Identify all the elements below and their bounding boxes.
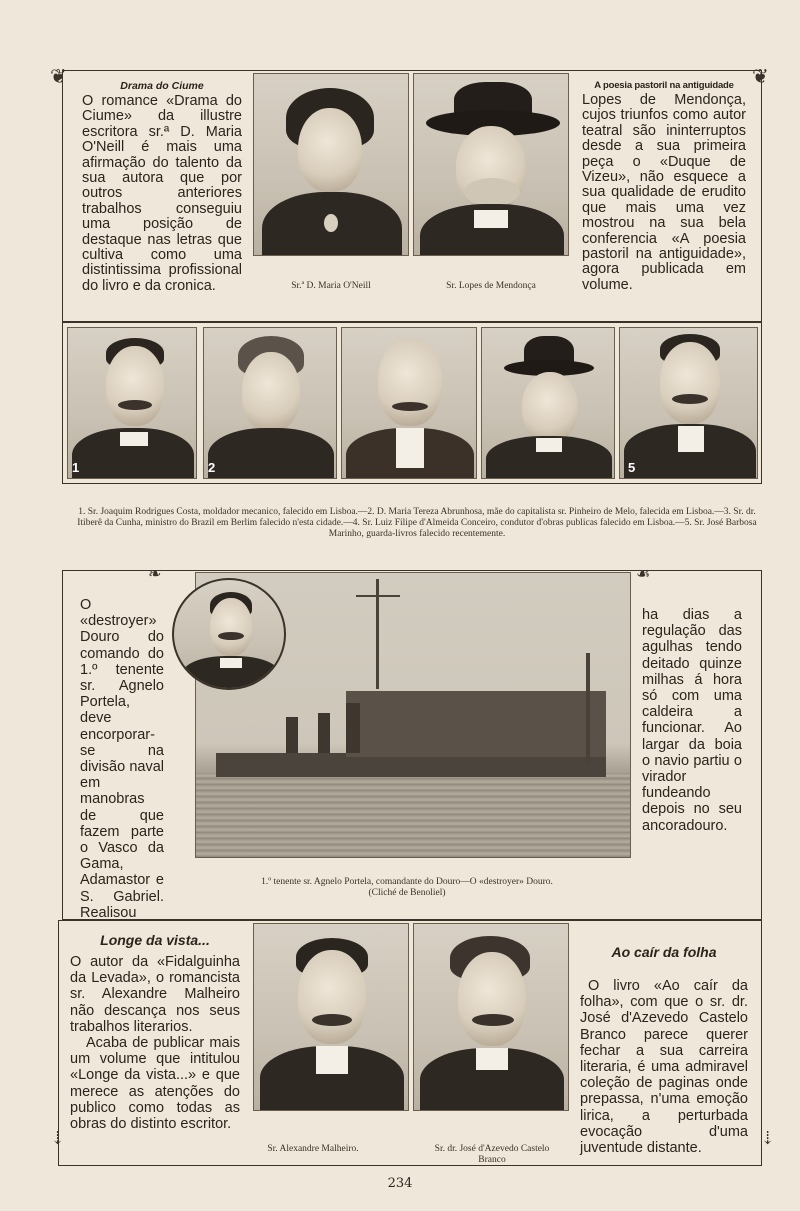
obituary-number-5: 5 xyxy=(628,460,636,475)
longe-da-vista-title: Longe da vista... xyxy=(100,932,210,948)
left-article xyxy=(82,80,242,294)
left-article-body: O romance «Drama do Ciume» da illustre escritora sr.ª D. Maria O'Neill é mais uma afirmação do talento da sua autora que por outros anteriores trabalhos conseguiu uma posição de destaque nas letras que cultiva como uma distintissima profissional do livro e da cronica. xyxy=(82,93,242,294)
longe-da-vista-p1: O autor da «Fidalguinha da Levada», o romancista sr. Alexandre Malheiro não descança nos seus trabalhos literarios. xyxy=(70,954,240,1035)
longe-da-vista-article xyxy=(70,932,240,1132)
arrow-ornament-left: ⇣ xyxy=(50,1128,66,1149)
caption-jose-azevedo-castelo-branco: Sr. dr. José d'Azevedo Castelo Branco xyxy=(434,1144,550,1165)
longe-da-vista-p2: Acaba de publicar mais um volume que intitulou «Longe da vista...» e que merece as atenções do publico como todas as obras do distinto escritor. xyxy=(70,1035,240,1133)
destroyer-right-text: ha dias a regulação das agulhas tendo deitado quinze milhas á hora só com uma caldeira a funcionar. Ao largar da boia o navio partiu o virador fundeando depois no seu ancoradouro. xyxy=(642,607,742,834)
portrait-maria-oneill xyxy=(253,73,409,256)
portrait-joaquim-costa xyxy=(67,327,197,479)
destroyer-photo-credit: (Cliché de Benoliel) xyxy=(368,888,446,898)
scroll-ornament-left: ❦ xyxy=(50,64,67,88)
destroyer-left-text: O «destroyer» Douro do comando do 1.º tenente sr. Agnelo Portela, deve encorporar-se na divisão naval em manobras de que fazem parte o Vasco da Gama, Adamastor e S. Gabriel. Realisou xyxy=(80,597,164,921)
page-number: 234 xyxy=(387,1176,413,1191)
corner-ornament-left: ❧ xyxy=(148,564,162,583)
portrait-maria-tereza-abrunhosa xyxy=(203,327,337,479)
portrait-lopes-de-mendonca xyxy=(413,73,569,256)
obituary-caption: 1. Sr. Joaquim Rodrigues Costa, moldador mecanico, falecido em Lisboa.—2. D. Maria Tereza Abrunhosa, mãe do capitalista sr. Pinheiro de Melo, falecida em Lisboa.—3. Sr. dr. Itiberê da Cunha, ministro do Brazil em Berlim falecido n'esta cidade.—4. Sr. Luiz Filipe d'Almeida Conceiro, condutor d'obras publicas falecido em Lisboa.—5. Sr. José Barbosa Marinho, guarda-livros falecido recentemente. xyxy=(77,507,757,539)
right-article-body: Lopes de Mendonça, cujos triunfos como autor teatral são ininterruptos desde a sua primeira peça o «Duque de Vizeu», não esquece a sua qualidade de erudito que mais uma vez mostrou na sua bela conferencia «A poesia pastoril na antiguidade», agora publicada em volume. xyxy=(582,92,746,293)
portrait-alexandre-malheiro xyxy=(253,923,409,1111)
portrait-luiz-filipe-conceiro xyxy=(481,327,615,479)
ao-cair-da-folha-article xyxy=(580,944,748,1156)
caption-maria-oneill: Sr.ª D. Maria O'Neill xyxy=(291,281,371,291)
portrait-agnelo-portela xyxy=(172,578,286,690)
ao-cair-da-folha-title: Ao caír da folha xyxy=(611,944,717,960)
right-article xyxy=(582,80,746,293)
destroyer-caption: 1.º tenente sr. Agnelo Portela, comandante do Douro—O «destroyer» Douro. xyxy=(261,877,553,887)
ao-cair-da-folha-body: O livro «Ao caír da folha», com que o sr. dr. José d'Azevedo Castelo Branco parece querer fechar a sua carreira literaria, é uma admiravel coleção de paginas onde prepassa, n'uma emoção lirica, a perturbada evocação d'uma juventude distante. xyxy=(580,978,748,1157)
portrait-jose-azevedo-castelo-branco xyxy=(413,923,569,1111)
scroll-ornament-right: ❦ xyxy=(752,64,769,88)
obituary-number-1: 1 xyxy=(72,460,80,475)
obituary-number-2: 2 xyxy=(208,460,216,475)
caption-lopes-de-mendonca: Sr. Lopes de Mendonça xyxy=(446,281,536,291)
corner-ornament-right: ☙ xyxy=(636,564,651,583)
portrait-jose-barbosa-marinho xyxy=(619,327,758,479)
caption-alexandre-malheiro: Sr. Alexandre Malheiro. xyxy=(267,1144,359,1154)
right-article-title: A poesia pastoril na antiguidade xyxy=(594,80,734,91)
portrait-itibere-da-cunha xyxy=(341,327,477,479)
arrow-ornament-right: ⇣ xyxy=(760,1128,776,1149)
left-article-title: Drama do Ciume xyxy=(120,80,204,92)
